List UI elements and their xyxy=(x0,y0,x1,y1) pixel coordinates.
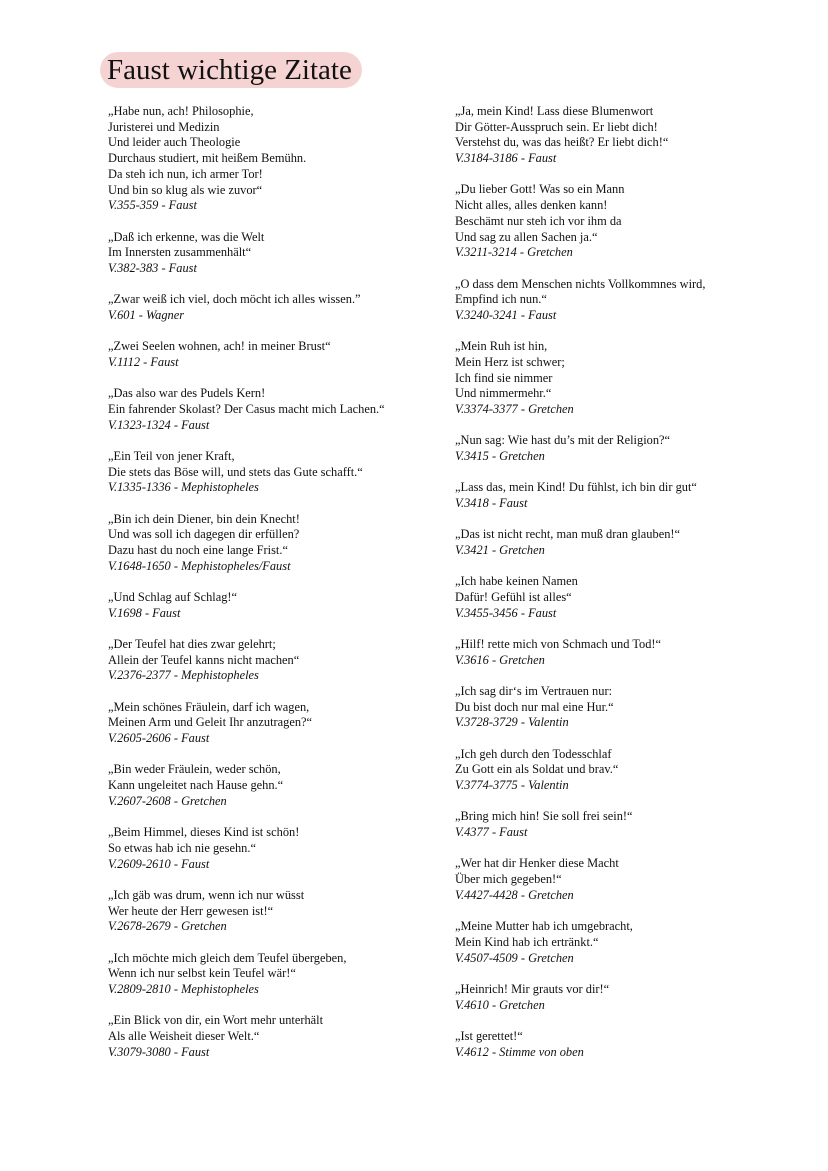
verse-reference: V.3374-3377 - Gretchen xyxy=(455,402,574,417)
verse-reference: V.2609-2610 - Faust xyxy=(108,856,210,871)
quote-line: „Ich sag dir‘s im Vertrauen nur: xyxy=(455,684,613,699)
verse-reference: V.4507-4509 - Gretchen xyxy=(455,950,574,965)
quote-line: „Ein Teil von jener Kraft, xyxy=(108,448,235,463)
left-quote-column xyxy=(108,104,448,1076)
quote-line: „Ich habe keinen Namen xyxy=(455,574,578,589)
quote-block xyxy=(108,951,448,998)
quote-line: „Ich gäb was drum, wenn ich nur wüsst xyxy=(108,887,305,902)
quote-line: Mein Kind hab ich ertränkt.“ xyxy=(455,934,599,949)
verse-reference: V.4377 - Faust xyxy=(455,825,528,840)
quote-block xyxy=(455,104,785,167)
quote-block xyxy=(455,527,785,558)
quote-block xyxy=(108,825,448,872)
quote-line: Juristerei und Medizin xyxy=(108,119,220,134)
quote-line: „Lass das, mein Kind! Du fühlst, ich bin dir gut“ xyxy=(455,480,697,495)
verse-reference: V.3079-3080 - Faust xyxy=(108,1044,210,1059)
quote-block xyxy=(108,512,448,575)
verse-reference: V.1648-1650 - Mephistopheles/Faust xyxy=(108,558,291,573)
quote-line: „Meine Mutter hab ich umgebracht, xyxy=(455,919,633,934)
quote-line: „Und Schlag auf Schlag!“ xyxy=(108,590,238,605)
quote-block xyxy=(108,637,448,684)
verse-reference: V.4612 - Stimme von oben xyxy=(455,1044,584,1059)
quote-line: „Mein schönes Fräulein, darf ich wagen, xyxy=(108,699,310,714)
quote-line: „Du lieber Gott! Was so ein Mann xyxy=(455,182,625,197)
quote-line: Empfind ich nun.“ xyxy=(455,292,547,307)
quote-line: „Ich möchte mich gleich dem Teufel übergeben, xyxy=(108,950,347,965)
verse-reference: V.3616 - Gretchen xyxy=(455,652,545,667)
quote-block xyxy=(455,433,785,464)
quote-line: „Daß ich erkenne, was die Welt xyxy=(108,229,265,244)
quote-block xyxy=(455,277,785,324)
verse-reference: V.3728-3729 - Valentin xyxy=(455,715,569,730)
verse-reference: V.2809-2810 - Mephistopheles xyxy=(108,981,259,996)
quote-block xyxy=(455,809,785,840)
verse-reference: V.2678-2679 - Gretchen xyxy=(108,919,227,934)
verse-reference: V.1112 - Faust xyxy=(108,354,179,369)
quote-line: „Nun sag: Wie hast du’s mit der Religion?“ xyxy=(455,433,671,448)
quote-line: Und nimmermehr.“ xyxy=(455,386,552,401)
quote-line: So etwas hab ich nie gesehn.“ xyxy=(108,840,256,855)
quote-line: Ich find sie nimmer xyxy=(455,370,553,385)
quote-block xyxy=(455,574,785,621)
quote-line: „O dass dem Menschen nichts Vollkommnes wird, xyxy=(455,276,706,291)
quote-block xyxy=(455,339,785,418)
quote-line: Im Innersten zusammenhält“ xyxy=(108,245,252,260)
quote-line: „Wer hat dir Henker diese Macht xyxy=(455,856,619,871)
quote-line: Und sag zu allen Sachen ja.“ xyxy=(455,229,598,244)
quote-line: „Beim Himmel, dieses Kind ist schön! xyxy=(108,825,300,840)
verse-reference: V.1698 - Faust xyxy=(108,605,181,620)
quote-line: Ein fahrender Skolast? Der Casus macht mich Lachen.“ xyxy=(108,401,385,416)
quote-line: „Der Teufel hat dies zwar gelehrt; xyxy=(108,637,276,652)
quote-block xyxy=(108,449,448,496)
verse-reference: V.4610 - Gretchen xyxy=(455,997,545,1012)
verse-reference: V.2607-2608 - Gretchen xyxy=(108,793,227,808)
quote-line: Da steh ich nun, ich armer Tor! xyxy=(108,166,263,181)
quote-line: Wer heute der Herr gewesen ist!“ xyxy=(108,903,274,918)
quote-line: Zu Gott ein als Soldat und brav.“ xyxy=(455,762,619,777)
quote-line: „Zwar weiß ich viel, doch möcht ich alles wissen.” xyxy=(108,292,361,307)
verse-reference: V.355-359 - Faust xyxy=(108,198,197,213)
quote-block xyxy=(108,700,448,747)
quote-block xyxy=(108,292,448,323)
quote-line: Mein Herz ist schwer; xyxy=(455,354,565,369)
right-quote-column xyxy=(455,104,785,1076)
verse-reference: V.4427-4428 - Gretchen xyxy=(455,887,574,902)
verse-reference: V.382-383 - Faust xyxy=(108,260,197,275)
quote-block xyxy=(455,480,785,511)
quote-block xyxy=(108,888,448,935)
verse-reference: V.3184-3186 - Faust xyxy=(455,151,557,166)
quote-line: „Bin weder Fräulein, weder schön, xyxy=(108,762,281,777)
verse-reference: V.601 - Wagner xyxy=(108,307,185,322)
quote-line: „Das also war des Pudels Kern! xyxy=(108,386,266,401)
quote-line: Dazu hast du noch eine lange Frist.“ xyxy=(108,543,288,558)
quote-line: Als alle Weisheit dieser Welt.“ xyxy=(108,1028,260,1043)
quote-line: „Habe nun, ach! Philosophie, xyxy=(108,104,254,118)
title-container xyxy=(100,52,362,88)
quote-block xyxy=(455,637,785,668)
quote-line: Du bist doch nur mal eine Hur.“ xyxy=(455,699,614,714)
quote-block xyxy=(108,230,448,277)
quote-line: „Ein Blick von dir, ein Wort mehr unterhält xyxy=(108,1013,324,1028)
quote-block xyxy=(455,856,785,903)
quote-block xyxy=(108,386,448,433)
quote-block xyxy=(108,104,448,214)
quote-line: Wenn ich nur selbst kein Teufel wär!“ xyxy=(108,966,296,981)
page-title: Faust wichtige Zitate xyxy=(100,52,362,88)
quote-block xyxy=(455,684,785,731)
quote-line: Meinen Arm und Geleit Ihr anzutragen?“ xyxy=(108,715,313,730)
quote-line: „Heinrich! Mir grauts vor dir!“ xyxy=(455,981,610,996)
verse-reference: V.3211-3214 - Gretchen xyxy=(455,245,573,260)
quote-line: „Hilf! rette mich von Schmach und Tod!“ xyxy=(455,637,662,652)
quote-block xyxy=(455,1029,785,1060)
quote-line: „Zwei Seelen wohnen, ach! in meiner Brust“ xyxy=(108,339,331,354)
quote-line: Über mich gegeben!“ xyxy=(455,872,562,887)
verse-reference: V.3418 - Faust xyxy=(455,496,528,511)
quote-line: Verstehst du, was das heißt? Er liebt dich!“ xyxy=(455,135,669,150)
verse-reference: V.2605-2606 - Faust xyxy=(108,731,210,746)
quote-line: Dir Götter-Ausspruch sein. Er liebt dich! xyxy=(455,119,658,134)
verse-reference: V.3415 - Gretchen xyxy=(455,449,545,464)
quote-line: Kann ungeleitet nach Hause gehn.“ xyxy=(108,778,284,793)
quote-line: „Das ist nicht recht, man muß dran glauben!“ xyxy=(455,527,681,542)
verse-reference: V.3421 - Gretchen xyxy=(455,543,545,558)
quote-line: „Mein Ruh ist hin, xyxy=(455,339,548,354)
quote-line: „Bring mich hin! Sie soll frei sein!“ xyxy=(455,809,633,824)
quote-block xyxy=(108,590,448,621)
quote-block xyxy=(108,339,448,370)
quote-line: Durchaus studiert, mit heißem Bemühn. xyxy=(108,151,307,166)
quote-block xyxy=(455,919,785,966)
quote-line: Allein der Teufel kanns nicht machen“ xyxy=(108,652,300,667)
quote-block xyxy=(455,747,785,794)
verse-reference: V.3455-3456 - Faust xyxy=(455,605,557,620)
verse-reference: V.2376-2377 - Mephistopheles xyxy=(108,668,259,683)
quote-line: „Ich geh durch den Todesschlaf xyxy=(455,746,612,761)
quote-line: Nicht alles, alles denken kann! xyxy=(455,198,608,213)
quote-line: Und was soll ich dagegen dir erfüllen? xyxy=(108,527,300,542)
quote-line: Und bin so klug als wie zuvor“ xyxy=(108,182,263,197)
quote-line: „Ja, mein Kind! Lass diese Blumenwort xyxy=(455,104,654,118)
verse-reference: V.1335-1336 - Mephistopheles xyxy=(108,480,259,495)
verse-reference: V.3240-3241 - Faust xyxy=(455,307,557,322)
quote-line: „Bin ich dein Diener, bin dein Knecht! xyxy=(108,511,300,526)
quote-line: Und leider auch Theologie xyxy=(108,135,241,150)
quote-line: Die stets das Böse will, und stets das Gute schafft.“ xyxy=(108,464,363,479)
quote-line: „Ist gerettet!“ xyxy=(455,1028,523,1043)
quote-block xyxy=(455,982,785,1013)
quote-line: Beschämt nur steh ich vor ihm da xyxy=(455,213,622,228)
quote-block xyxy=(455,182,785,261)
verse-reference: V.3774-3775 - Valentin xyxy=(455,778,569,793)
verse-reference: V.1323-1324 - Faust xyxy=(108,417,210,432)
quote-line: Dafür! Gefühl ist alles“ xyxy=(455,590,572,605)
quote-block xyxy=(108,1013,448,1060)
quote-block xyxy=(108,762,448,809)
